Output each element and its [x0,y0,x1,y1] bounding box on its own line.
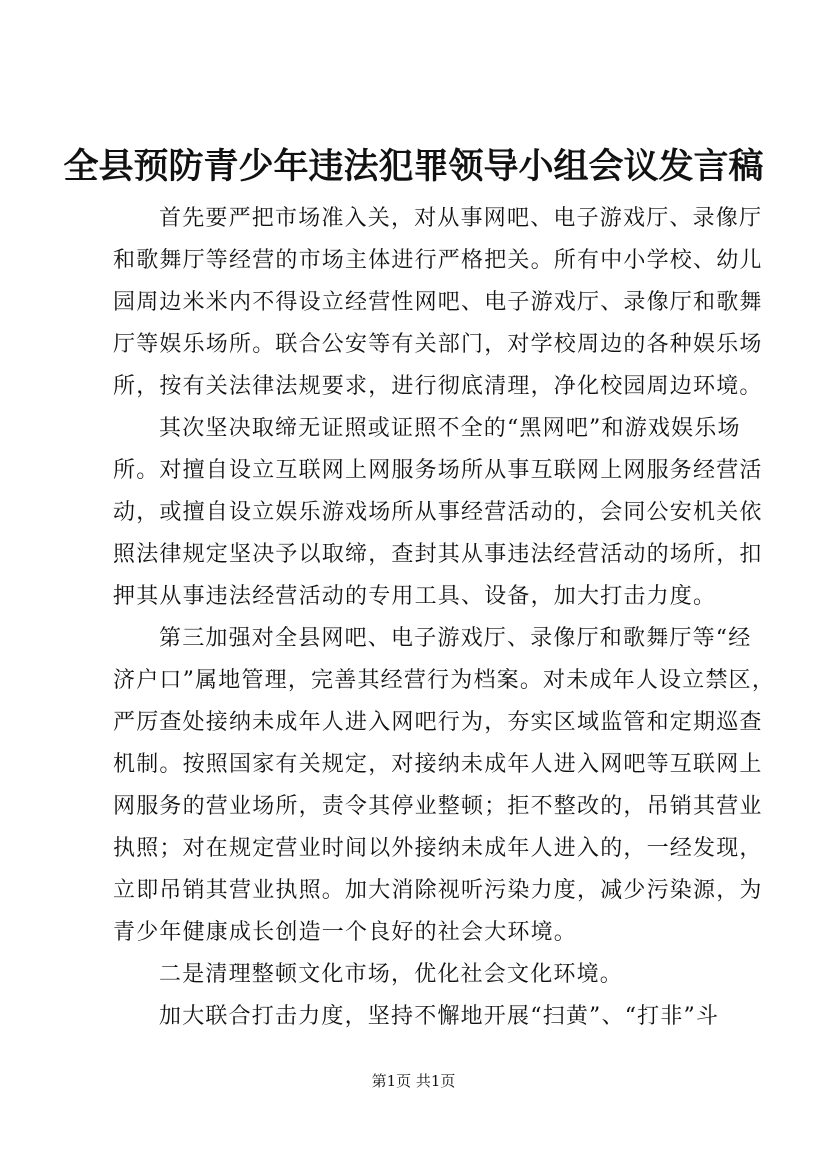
document-body [113,198,776,1038]
paragraph-line: 其次坚决取缔无证照或证照不全的“黑网吧”和游戏娱乐场 [159,416,741,441]
paragraph-line: 首先要严把市场准入关，对从事网吧、电子游戏厅、录像厅 [159,206,763,231]
paragraph-line: 和歌舞厅等经营的市场主体进行严格把关。所有中小学校、幼儿 [113,248,763,273]
paragraph-line: 照法律规定坚决予以取缔，查封其从事违法经营活动的场所，扣 [113,542,763,567]
paragraph-line: 第三加强对全县网吧、电子游戏厅、录像厅和歌舞厅等“经 [159,626,752,651]
paragraph-line: 押其从事违法经营活动的专用工具、设备，加大打击力度。 [113,584,717,609]
paragraph-line: 园周边米米内不得设立经营性网吧、电子游戏厅、录像厅和歌舞 [113,290,763,315]
document-title: 全县预防青少年违法犯罪领导小组会议发言稿 [63,146,764,187]
paragraph-line: 动，或擅自设立娱乐游戏场所从事经营活动的，会同公安机关依 [113,500,763,525]
paragraph-line: 所。对擅自设立互联网上网服务场所从事互联网上网服务经营活 [113,458,763,483]
page-footer: 第1页 共1页 [371,1072,456,1090]
paragraph-line: 厅等娱乐场所。联合公安等有关部门，对学校周边的各种娱乐场 [113,332,763,357]
paragraph-line: 执照；对在规定营业时间以外接纳未成年人进入的，一经发现， [113,836,763,861]
paragraph-line: 立即吊销其营业执照。加大消除视听污染力度，减少污染源，为 [113,878,763,903]
paragraph-line: 机制。按照国家有关规定，对接纳未成年人进入网吧等互联网上 [113,752,763,777]
paragraph-line: 严厉查处接纳未成年人进入网吧行为，夯实区域监管和定期巡查 [113,710,763,735]
paragraph-line: 网服务的营业场所，责令其停业整顿；拒不整改的，吊销其营业 [113,794,763,819]
paragraph-line: 二是清理整顿文化市场，优化社会文化环境。 [159,962,624,987]
paragraph-line: 济户口”属地管理，完善其经营行为档案。对未成年人设立禁区， [113,668,776,693]
paragraph-line: 加大联合打击力度，坚持不懈地开展“扫黄”、“打非”斗 [159,1004,720,1029]
paragraph-line: 青少年健康成长创造一个良好的社会大环境。 [113,920,578,945]
paragraph-line: 所，按有关法律法规要求，进行彻底清理，净化校园周边环境。 [113,374,763,399]
